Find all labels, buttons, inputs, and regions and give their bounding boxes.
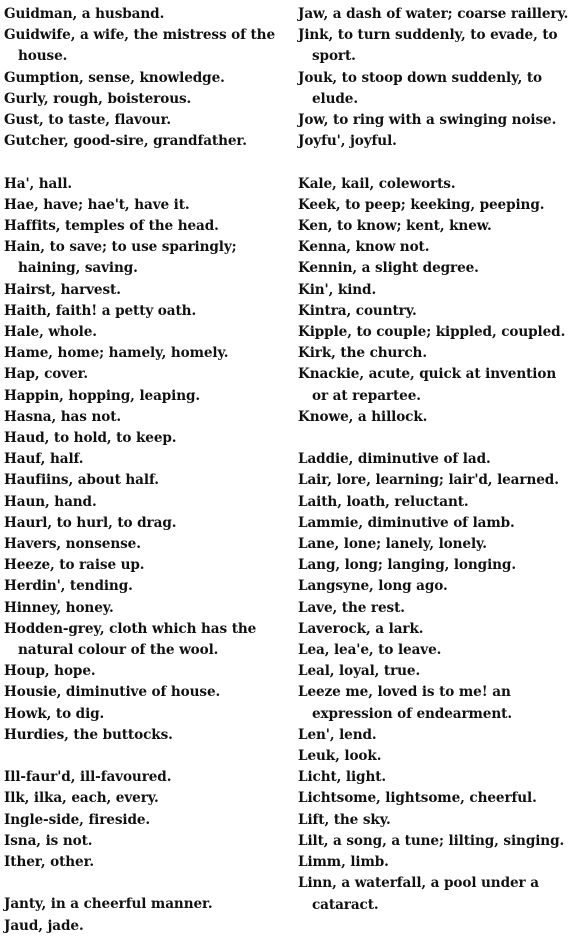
glossary-entry: Gutcher, good-sire, grandfather. bbox=[4, 133, 247, 150]
glossary-entry: Howk, to dig. bbox=[4, 705, 105, 722]
glossary-entry: Guidwife, a wife, the mistress of the house. bbox=[4, 27, 275, 65]
glossary-entry: Leeze me, loved is to me! an expression of endearment. bbox=[298, 684, 512, 722]
glossary-entry: Leuk, look. bbox=[298, 748, 382, 765]
glossary-entry: Laverock, a lark. bbox=[298, 620, 424, 637]
glossary-entry: Houp, hope. bbox=[4, 663, 96, 680]
glossary-entry: Haud, to hold, to keep. bbox=[4, 430, 177, 447]
glossary-column-right bbox=[298, 4, 570, 916]
glossary-entry: Ken, to know; kent, knew. bbox=[298, 218, 492, 235]
glossary-entry: Laith, loath, reluctant. bbox=[298, 493, 469, 510]
section-gap bbox=[4, 746, 286, 767]
glossary-entry: Lichtsome, lightsome, cheerful. bbox=[298, 790, 537, 807]
glossary-entry: Len', lend. bbox=[298, 726, 377, 743]
glossary-entry: Hairst, harvest. bbox=[4, 281, 121, 298]
glossary-entry: Kale, kail, coleworts. bbox=[298, 175, 456, 192]
glossary-column-left bbox=[4, 4, 286, 937]
section-gap bbox=[298, 428, 570, 449]
glossary-entry: Laddie, diminutive of lad. bbox=[298, 451, 491, 468]
glossary-entry: Gumption, sense, knowledge. bbox=[4, 69, 225, 86]
glossary-entry: Hale, whole. bbox=[4, 324, 97, 341]
section-gap bbox=[298, 152, 570, 173]
section-gap bbox=[4, 152, 286, 173]
glossary-entry: Hinney, honey. bbox=[4, 599, 114, 616]
glossary-entry: Jink, to turn suddenly, to evade, to sport. bbox=[298, 27, 558, 65]
glossary-entry: Jow, to ring with a swinging noise. bbox=[298, 112, 557, 129]
glossary-entry: Ill-faur'd, ill-favoured. bbox=[4, 769, 172, 786]
glossary-entry: Limm, limb. bbox=[298, 854, 389, 871]
glossary-entry: Kin', kind. bbox=[298, 281, 377, 298]
glossary-entry: Lane, lone; lanely, lonely. bbox=[298, 536, 487, 553]
glossary-entry: Hurdies, the buttocks. bbox=[4, 726, 173, 743]
glossary-entry: Lea, lea'e, to leave. bbox=[298, 642, 442, 659]
glossary-entry: Lammie, diminutive of lamb. bbox=[298, 514, 515, 531]
glossary-entry: Joyfu', joyful. bbox=[298, 133, 397, 150]
glossary-entry: Jaw, a dash of water; coarse raillery. bbox=[298, 6, 569, 22]
section-gap bbox=[4, 873, 286, 894]
glossary-entry: Kirk, the church. bbox=[298, 345, 427, 362]
glossary-entry: Lave, the rest. bbox=[298, 599, 405, 616]
glossary-entry: Jouk, to stoop down suddenly, to elude. bbox=[298, 69, 542, 107]
glossary-entry: Linn, a waterfall, a pool under a cataract. bbox=[298, 875, 539, 913]
glossary-entry: Housie, diminutive of house. bbox=[4, 684, 221, 701]
glossary-entry: Happin, hopping, leaping. bbox=[4, 387, 201, 404]
glossary-entry: Licht, light. bbox=[298, 769, 387, 786]
glossary-entry: Gurly, rough, boisterous. bbox=[4, 90, 192, 107]
glossary-entry: Lang, long; langing, longing. bbox=[298, 557, 516, 574]
glossary-entry: Jaud, jade. bbox=[4, 917, 84, 934]
glossary-entry: Haurl, to hurl, to drag. bbox=[4, 514, 177, 531]
glossary-entry: Lilt, a song, a tune; lilting, singing. bbox=[298, 832, 565, 849]
glossary-entry: Haith, faith! a petty oath. bbox=[4, 302, 197, 319]
glossary-entry: Kennin, a slight degree. bbox=[298, 260, 479, 277]
glossary-entry: Hasna, has not. bbox=[4, 408, 122, 425]
glossary-entry: Ilk, ilka, each, every. bbox=[4, 790, 159, 807]
glossary-entry: Hauf, half. bbox=[4, 451, 84, 468]
glossary-entry: Janty, in a cheerful manner. bbox=[4, 896, 213, 913]
glossary-entry: Haffits, temples of the head. bbox=[4, 218, 219, 235]
glossary-entry: Herdin', tending. bbox=[4, 578, 133, 595]
glossary-entry: Kenna, know not. bbox=[298, 239, 430, 256]
glossary-entry: Knackie, acute, quick at invention or at repartee. bbox=[298, 366, 557, 404]
glossary-entry: Hodden-grey, cloth which has the natural colour of the wool. bbox=[4, 620, 257, 659]
glossary-entry: Langsyne, long ago. bbox=[298, 578, 448, 595]
glossary-entry: Knowe, a hillock. bbox=[298, 408, 428, 425]
glossary-entry: Keek, to peep; keeking, peeping. bbox=[298, 196, 545, 213]
glossary-entry: Leal, loyal, true. bbox=[298, 663, 421, 680]
glossary-entry: Hame, home; hamely, homely. bbox=[4, 345, 229, 362]
glossary-entry: Heeze, to raise up. bbox=[4, 557, 145, 574]
glossary-entry: Kintra, country. bbox=[298, 302, 417, 319]
glossary-entry: Lair, lore, learning; lair'd, learned. bbox=[298, 472, 559, 489]
glossary-entry: Ha', hall. bbox=[4, 175, 73, 192]
glossary-entry: Haun, hand. bbox=[4, 493, 97, 510]
glossary-entry: Hap, cover. bbox=[4, 366, 89, 383]
glossary-entry: Kipple, to couple; kippled, coupled. bbox=[298, 324, 566, 341]
glossary-entry: Hain, to save; to use sparingly; haining, saving. bbox=[4, 239, 237, 277]
glossary-entry: Havers, nonsense. bbox=[4, 536, 141, 553]
glossary-entry: Gust, to taste, flavour. bbox=[4, 112, 172, 129]
glossary-entry: Haufiins, about half. bbox=[4, 472, 159, 489]
glossary-entry: Isna, is not. bbox=[4, 832, 93, 849]
glossary-entry: Lift, the sky. bbox=[298, 811, 391, 828]
glossary-entry: Guidman, a husband. bbox=[4, 6, 165, 22]
glossary-entry: Hae, have; hae't, have it. bbox=[4, 196, 190, 213]
glossary-entry: Ingle-side, fireside. bbox=[4, 811, 151, 828]
glossary-entry: Ither, other. bbox=[4, 854, 95, 871]
